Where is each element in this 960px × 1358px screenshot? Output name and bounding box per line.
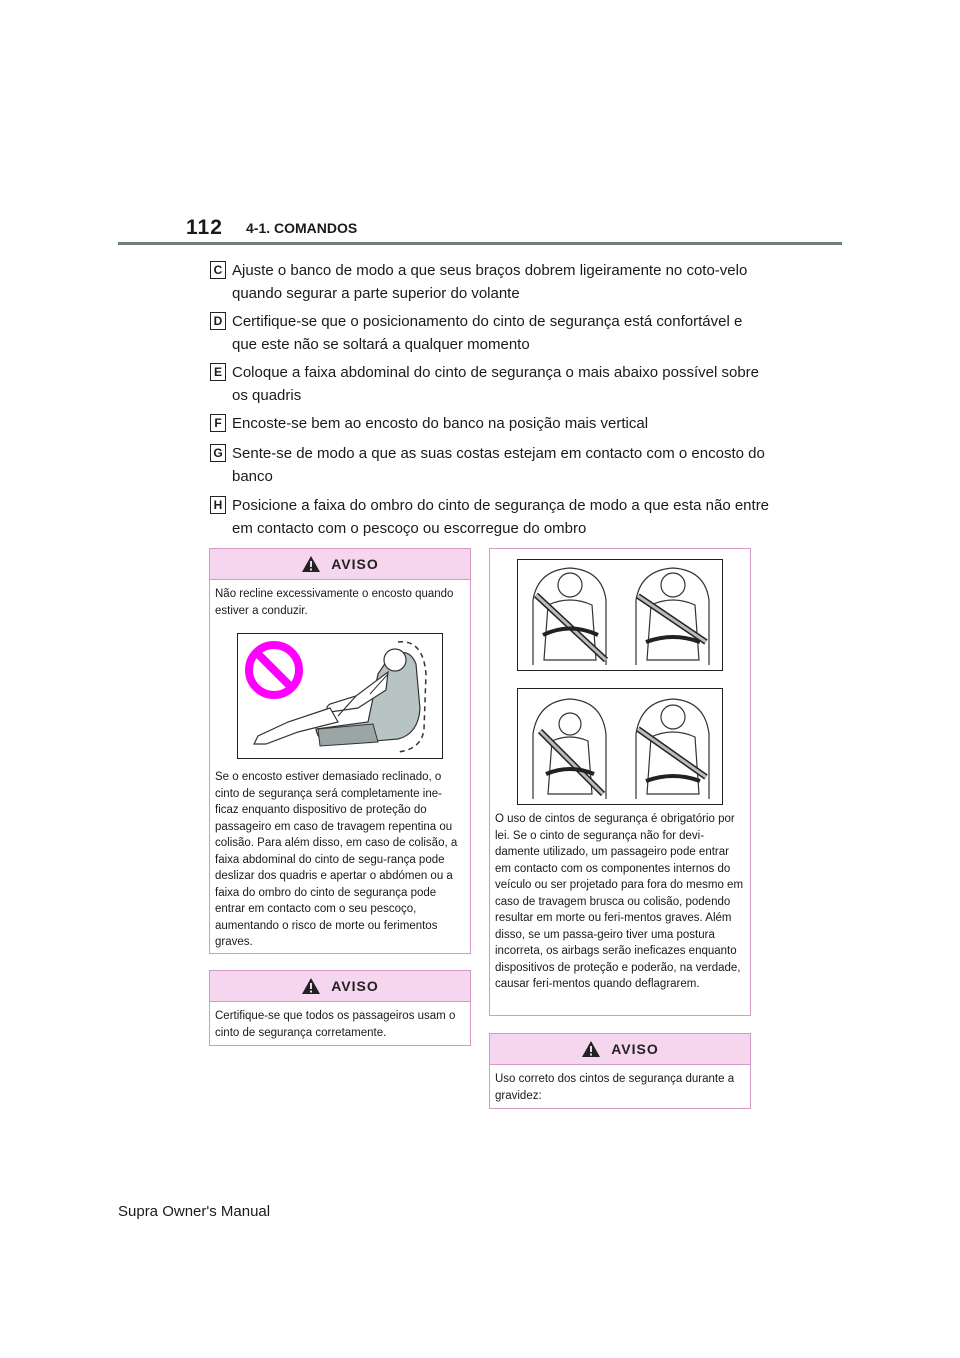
step-text-e: Coloque a faixa abdominal do cinto de segurança o mais abaixo possível sobre os quadris	[232, 364, 759, 404]
step-c	[210, 259, 770, 305]
warning-body: Se o encosto estiver demasiado reclinado, o cinto de segurança será completamente ine-ficaz enquanto dispositivo de proteção do passageiro em caso de travagem repentina ou colisão. Para além disso, em caso de colisão, a faixa abdominal do cinto de segu-rança pode deslizar dos quadris e apertar o abdómen ou a faixa do ombro do cinto de segurança pode entrar em contacto com o seu pescoço, aumentando o risco de morte ou ferimentos graves.	[215, 771, 458, 948]
seatbelt-usage-box	[489, 548, 751, 1016]
step-badge-g: G	[210, 444, 226, 462]
warning-header	[490, 1034, 750, 1065]
warning-title: AVISO	[611, 1041, 659, 1057]
warning-box-recline	[209, 548, 471, 954]
correct-seatbelt-illustration-bottom	[517, 688, 723, 805]
page-number: 112	[186, 216, 223, 239]
warning-title: AVISO	[331, 556, 379, 572]
step-text-c: Ajuste o banco de modo a que seus braços dobrem ligeiramente no coto-velo quando segurar a parte superior do volante	[232, 262, 748, 302]
correct-seatbelt-illustration-top	[517, 559, 723, 671]
warning-body: Certifique-se que todos os passageiros usam o cinto de segurança corretamente.	[215, 1010, 456, 1039]
warning-header	[210, 971, 470, 1002]
warning-triangle-icon	[301, 555, 321, 573]
step-e	[210, 361, 770, 407]
step-badge-c: C	[210, 261, 226, 279]
footer-manual-title: Supra Owner's Manual	[118, 1203, 271, 1220]
step-badge-f: F	[210, 414, 226, 432]
warning-triangle-icon	[301, 977, 321, 995]
seatbelt-usage-text: O uso de cintos de segurança é obrigatório por lei. Se o cinto de segurança não for devi-damente utilizado, um passageiro pode entrar em contacto com os componentes internos do veículo ou ser projetado para fora do mesmo em caso de travagem brusca ou colisão, podendo resultar em morte ou feri-mentos graves. Além disso, se um passa-geiro tiver uma postura incorreta, os airbags serão ineficazes enquanto dispositivos de proteção e poderão, na verdade, causar feri-mentos quando deflagrarem.	[495, 813, 744, 990]
header-divider	[118, 242, 842, 245]
step-badge-d: D	[210, 312, 226, 330]
step-badge-e: E	[210, 363, 226, 381]
step-text-f: Encoste-se bem ao encosto do banco na posição mais vertical	[232, 415, 649, 432]
warning-title: AVISO	[331, 978, 379, 994]
step-text-d: Certifique-se que o posicionamento do cinto de segurança está confortável e que este não se soltará a qualquer momento	[232, 313, 743, 353]
warning-body: Uso correto dos cintos de segurança durante a gravidez:	[495, 1073, 735, 1102]
step-badge-h: H	[210, 496, 226, 514]
reclined-seat-illustration	[237, 633, 443, 759]
step-d	[210, 310, 770, 356]
section-title: 4-1. COMANDOS	[246, 220, 358, 236]
step-g	[210, 442, 770, 488]
step-text-h: Posicione a faixa do ombro do cinto de segurança de modo a que esta não entre em contacto com o pescoço ou escorregue do ombro	[232, 497, 770, 537]
step-f	[210, 412, 770, 435]
warning-box-pregnancy	[489, 1033, 751, 1109]
warning-header	[210, 549, 470, 580]
step-text-g: Sente-se de modo a que as suas costas estejam em contacto com o encosto do banco	[232, 445, 765, 485]
step-h	[210, 494, 770, 540]
warning-intro: Não recline excessivamente o encosto quando estiver a conduzir.	[215, 588, 454, 617]
warning-box-all-passengers	[209, 970, 471, 1046]
warning-triangle-icon	[581, 1040, 601, 1058]
